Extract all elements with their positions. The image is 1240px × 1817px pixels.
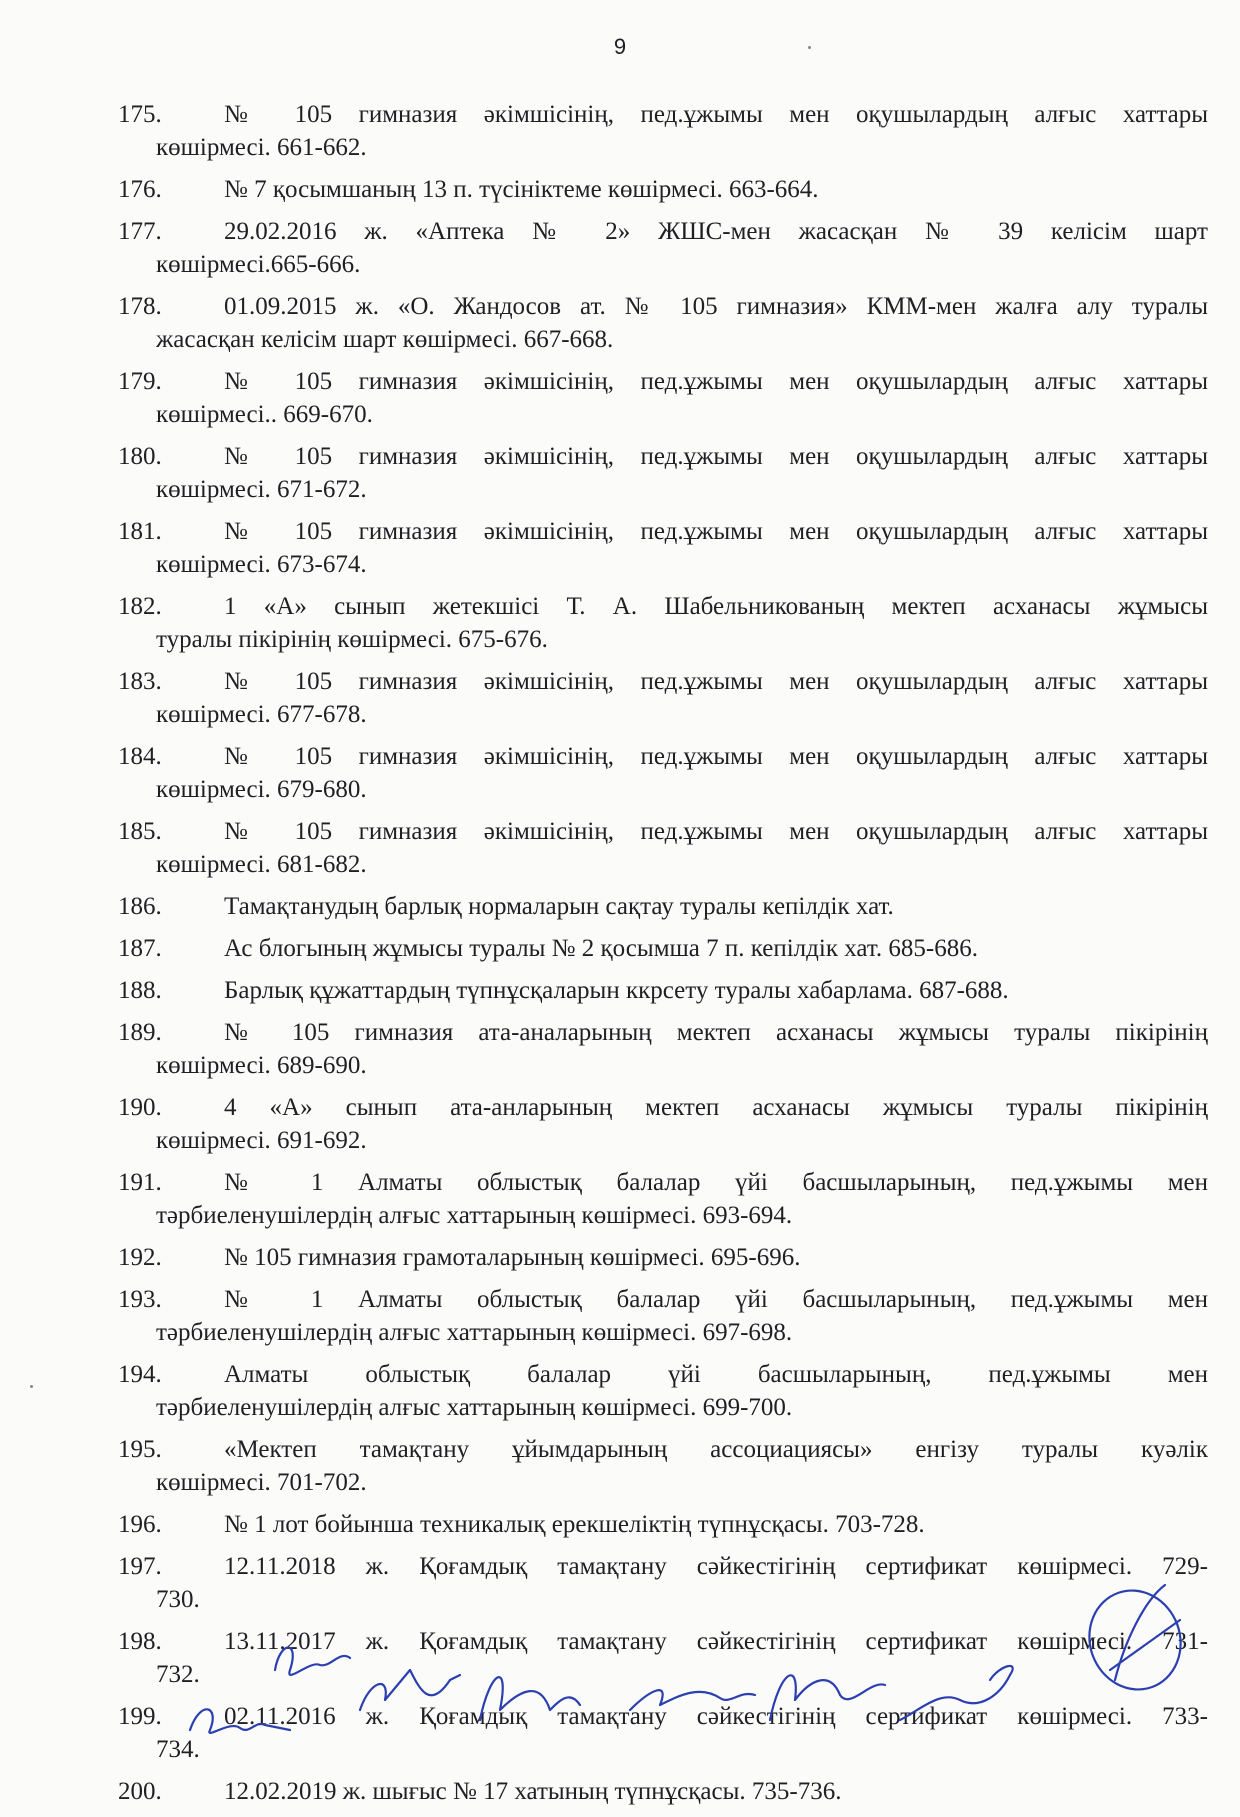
item-text: 12.02.2019 ж. шығыс № 17 хатының түпнұсқасы. 735-736. [224, 1778, 842, 1805]
item-number: 177. [118, 218, 162, 245]
item-number: 197. [118, 1553, 162, 1580]
item-text: 13.11.2017 ж. Қоғамдық тамақтану сәйкестігінің сертификат көшірмесі. 731- [224, 1628, 1208, 1655]
list-item [118, 1091, 1208, 1157]
list-item [118, 890, 1208, 923]
list-item [118, 1358, 1208, 1424]
item-text-continuation: көшірмесі. 681-682. [156, 851, 367, 878]
list-item [118, 1433, 1208, 1499]
item-text: № 105 гимназия әкімшісінің, пед.ұжымы мен оқушылардың алғыс хаттары [224, 518, 1208, 545]
item-number: 186. [118, 893, 162, 920]
item-number: 192. [118, 1244, 162, 1271]
item-number: 191. [118, 1169, 162, 1196]
item-text-continuation: тәрбиеленушілердің алғыс хаттарының көшірмесі. 693-694. [156, 1202, 793, 1229]
item-number: 190. [118, 1094, 162, 1121]
item-text: № 7 қосымшаның 13 п. түсініктеме көшірмесі. 663-664. [224, 176, 819, 203]
item-number: 196. [118, 1511, 162, 1538]
list-item [118, 590, 1208, 656]
signature-4 [480, 1677, 580, 1720]
item-text-continuation: 734. [156, 1736, 200, 1763]
item-text: 4 «А» сынып ата-анларының мектеп асханасы жұмысы туралы пікірінің [224, 1094, 1208, 1121]
item-text-continuation: көшірмесі. 679-680. [156, 776, 367, 803]
item-text-continuation: көшірмесі. 673-674. [156, 551, 367, 578]
list-item [118, 1016, 1208, 1082]
list-item [118, 932, 1208, 965]
list-item [118, 365, 1208, 431]
item-text: 29.02.2016 ж. «Аптека № 2» ЖШС-мен жасасқан № 39 келісім шарт [224, 218, 1208, 245]
item-text: № 105 гимназия әкімшісінің, пед.ұжымы мен оқушылардың алғыс хаттары [224, 443, 1208, 470]
item-number: 193. [118, 1286, 162, 1313]
list-item [118, 974, 1208, 1007]
item-text-continuation: көшірмесі.665-666. [156, 251, 361, 278]
item-text-continuation: көшірмесі. 677-678. [156, 701, 367, 728]
item-number: 179. [118, 368, 162, 395]
item-text: № 105 гимназия әкімшісінің, пед.ұжымы мен оқушылардың алғыс хаттары [224, 101, 1208, 128]
item-text: № 1 Алматы облыстық балалар үйі басшыларының, пед.ұжымы мен [224, 1169, 1208, 1196]
item-number: 189. [118, 1019, 162, 1046]
item-text-continuation: 732. [156, 1661, 200, 1688]
item-text-continuation: көшірмесі. 671-672. [156, 476, 367, 503]
item-text-continuation: туралы пікірінің көшірмесі. 675-676. [156, 626, 548, 653]
list-item [118, 740, 1208, 806]
item-number: 194. [118, 1361, 162, 1388]
item-text: 02.11.2016 ж. Қоғамдық тамақтану сәйкестігінің сертификат көшірмесі. 733- [224, 1703, 1208, 1730]
item-text: № 105 гимназия әкімшісінің, пед.ұжымы мен оқушылардың алғыс хаттары [224, 668, 1208, 695]
list-item [118, 173, 1208, 206]
list-item [118, 1241, 1208, 1274]
item-text: № 105 гимназия ата-аналарының мектеп асханасы жұмысы туралы пікірінің [224, 1019, 1208, 1046]
signature-2 [275, 1648, 350, 1675]
list-item [118, 815, 1208, 881]
list-item [118, 215, 1208, 281]
page-number: 9 [613, 34, 627, 59]
signature-5 [630, 1690, 755, 1710]
item-number: 175. [118, 101, 162, 128]
item-text-continuation: көшірмесі.. 669-670. [156, 401, 373, 428]
list-item [118, 440, 1208, 506]
item-text: Тамақтанудың барлық нормаларын сақтау туралы кепілдік хат. [224, 893, 894, 920]
list-item [118, 515, 1208, 581]
item-number: 200. [118, 1778, 162, 1805]
list-item [118, 290, 1208, 356]
item-text-continuation: тәрбиеленушілердің алғыс хаттарының көшірмесі. 699-700. [156, 1394, 793, 1421]
item-number: 183. [118, 668, 162, 695]
item-text: Ас блогының жұмысы туралы № 2 қосымша 7 п. кепілдік хат. 685-686. [224, 935, 978, 962]
item-text: № 105 гимназия әкімшісінің, пед.ұжымы мен оқушылардың алғыс хаттары [224, 818, 1208, 845]
item-text-continuation: жасасқан келісім шарт көшірмесі. 667-668. [156, 326, 614, 353]
item-number: 184. [118, 743, 162, 770]
entry-list [118, 98, 1208, 1817]
item-text-continuation: тәрбиеленушілердің алғыс хаттарының көшірмесі. 697-698. [156, 1319, 793, 1346]
signature-7 [900, 1666, 1013, 1720]
item-text-continuation: 730. [156, 1586, 200, 1613]
signature-3 [360, 1670, 460, 1710]
item-number: 185. [118, 818, 162, 845]
item-text: № 105 гимназия әкімшісінің, пед.ұжымы мен оқушылардың алғыс хаттары [224, 368, 1208, 395]
item-number: 187. [118, 935, 162, 962]
list-item [118, 1508, 1208, 1541]
item-text: № 1 Алматы облыстық балалар үйі басшыларының, пед.ұжымы мен [224, 1286, 1208, 1313]
item-number: 198. [118, 1628, 162, 1655]
item-text: 1 «А» сынып жетекшісі Т. А. Шабельникованың мектеп асханасы жұмысы [224, 593, 1208, 620]
scan-speck [808, 46, 811, 49]
item-text: № 105 гимназия әкімшісінің, пед.ұжымы мен оқушылардың алғыс хаттары [224, 743, 1208, 770]
item-text: № 105 гимназия грамоталарының көшірмесі. 695-696. [224, 1244, 801, 1271]
list-item [118, 1283, 1208, 1349]
item-text: Алматы облыстық балалар үйі басшыларының, пед.ұжымы мен [224, 1361, 1208, 1388]
item-text: 12.11.2018 ж. Қоғамдық тамақтану сәйкестігінің сертификат көшірмесі. 729- [224, 1553, 1208, 1580]
signature-1 [190, 1709, 290, 1733]
item-text: № 1 лот бойынша техникалық ерекшеліктің түпнұсқасы. 703-728. [224, 1511, 925, 1538]
item-number: 176. [118, 176, 162, 203]
item-number: 195. [118, 1436, 162, 1463]
signatures [180, 1580, 1220, 1750]
item-text-continuation: көшірмесі. 701-702. [156, 1469, 367, 1496]
item-text: 01.09.2015 ж. «О. Жандосов ат. № 105 гимназия» КММ-мен жалға алу туралы [224, 293, 1208, 320]
item-number: 180. [118, 443, 162, 470]
item-text: Барлық құжаттардың түпнұсқаларын ккрсету туралы хабарлама. 687-688. [224, 977, 1009, 1004]
item-number: 181. [118, 518, 162, 545]
signature-8 [1076, 1580, 1195, 1702]
scan-speck [30, 1385, 33, 1388]
item-text-continuation: көшірмесі. 661-662. [156, 134, 367, 161]
item-number: 188. [118, 977, 162, 1004]
item-number: 199. [118, 1703, 162, 1730]
item-number: 182. [118, 593, 162, 620]
list-item [118, 1775, 1208, 1808]
list-item [118, 1166, 1208, 1232]
list-item [118, 98, 1208, 164]
item-text: «Мектеп тамақтану ұйымдарының ассоциациясы» енгізу туралы куәлік [224, 1436, 1208, 1463]
item-text-continuation: көшірмесі. 689-690. [156, 1052, 367, 1079]
list-item [118, 665, 1208, 731]
signature-6 [770, 1675, 885, 1720]
item-number: 178. [118, 293, 162, 320]
item-text-continuation: көшірмесі. 691-692. [156, 1127, 367, 1154]
